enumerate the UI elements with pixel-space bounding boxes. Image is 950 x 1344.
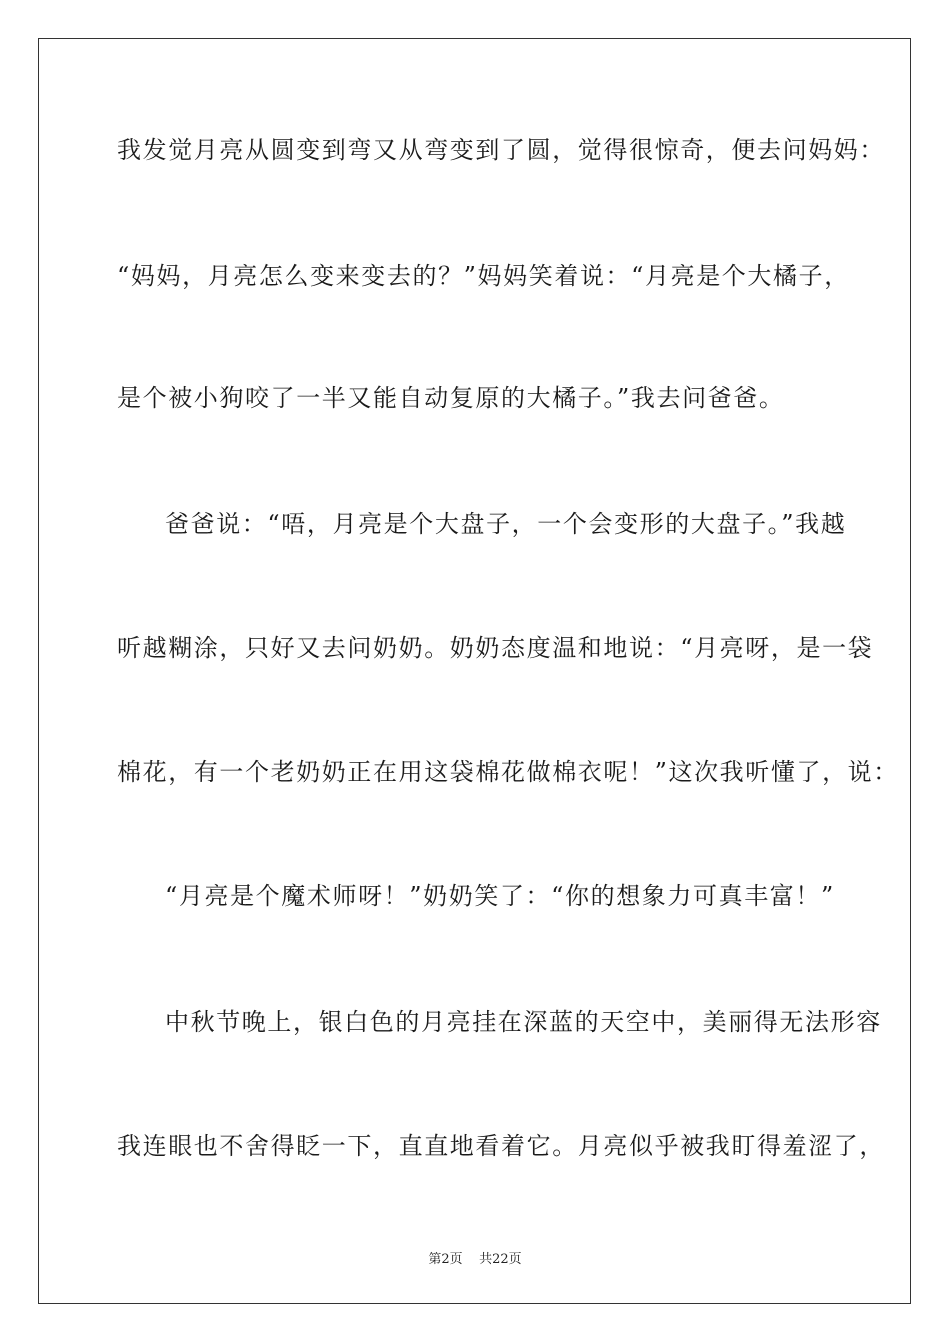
paragraph-line-7: “月亮是个魔术师呀！”奶奶笑了：“你的想象力可真丰富！” <box>165 882 835 910</box>
paragraph-line-6: 棉花，有一个老奶奶正在用这袋棉花做棉衣呢！”这次我听懂了，说： <box>117 758 899 786</box>
paragraph-line-8: 中秋节晚上，银白色的月亮挂在深蓝的天空中，美丽得无法形容 <box>165 1008 882 1036</box>
paragraph-line-3: 是个被小狗咬了一半又能自动复原的大橘子。”我去问爸爸。 <box>117 384 785 412</box>
paragraph-line-4: 爸爸说：“唔，月亮是个大盘子，一个会变形的大盘子。”我越 <box>165 510 847 538</box>
paragraph-line-5: 听越糊涂，只好又去问奶奶。奶奶态度温和地说：“月亮呀，是一袋 <box>117 634 874 662</box>
paragraph-line-1: 我发觉月亮从圆变到弯又从弯变到了圆，觉得很惊奇，便去问妈妈： <box>117 136 885 164</box>
paragraph-line-9: 我连眼也不舍得眨一下，直直地看着它。月亮似乎被我盯得羞涩了， <box>117 1132 885 1160</box>
page-number-footer: 第2页 共22页 <box>428 1252 522 1267</box>
page-border <box>38 38 911 1304</box>
paragraph-line-2: “妈妈，月亮怎么变来变去的？”妈妈笑着说：“月亮是个大橘子， <box>117 262 850 290</box>
